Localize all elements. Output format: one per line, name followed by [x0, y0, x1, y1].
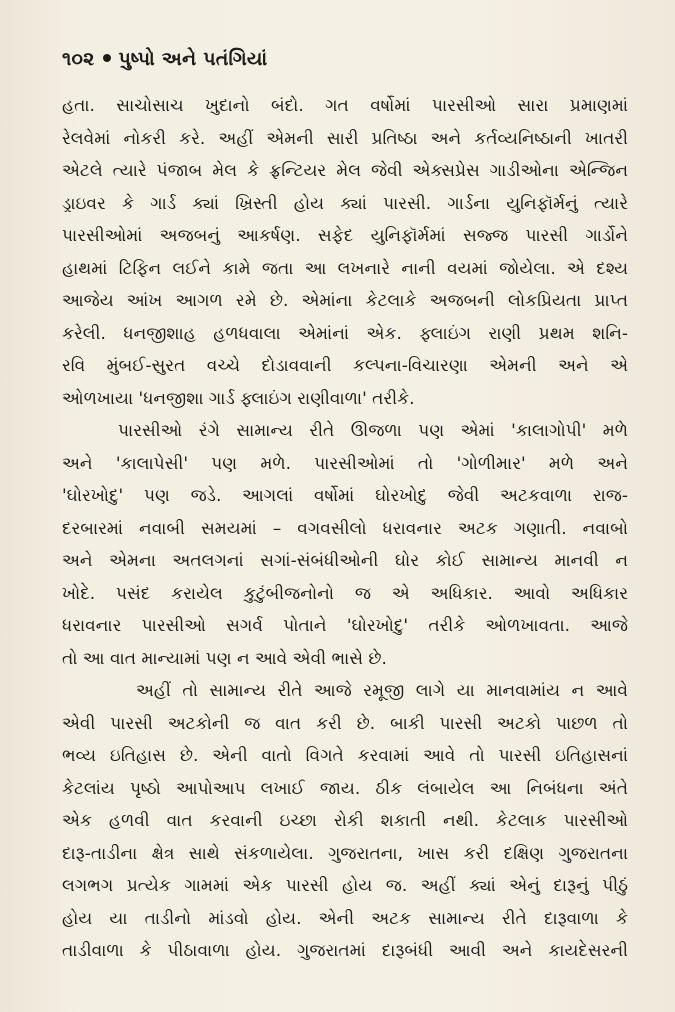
- bullet-dot-icon: [103, 54, 111, 62]
- paragraph-2: [62, 415, 628, 675]
- text-line: અને 'કાલાપેસી' પણ મળે. પારસીઓમાં તો 'ગોળીમાર' મળે અને: [62, 453, 628, 474]
- text-line: ખોદે. પસંદ કરાયેલ કુટુંબીજનોનો જ એ અધિકાર. આવો અધિકાર: [62, 583, 628, 604]
- book-title: પુષ્પો અને પતંગિયાં: [118, 48, 268, 70]
- text-line: રવિ મુંબઈ-સુરત વચ્ચે દોડાવવાની કલ્પના-વિચારણા એમની અને એ: [62, 356, 628, 376]
- text-line: એવી પારસી અટકોની જ વાત કરી છે. બાકી પારસી અટકો પાછળ તો: [62, 713, 628, 734]
- text-line: રેલવેમાં નોકરી કરે. અહીં એમની સારી પ્રતિષ્ઠા અને કર્તવ્યનિષ્ઠાની ખાતરી: [62, 128, 628, 149]
- paragraph-3: [62, 675, 628, 968]
- text-line: દારૂ-તાડીના ક્ષેત્ર સાથે સંકળાયેલા. ગુજરાતના, ખાસ કરી દક્ષિણ ગુજરાતના: [62, 843, 628, 864]
- text-line: ભવ્ય ઇતિહાસ છે. એની વાતો વિગતે કરવામાં આવે તો પારસી ઇતિહાસનાં: [62, 746, 628, 766]
- text-line: કરેલી. ધનજીશાહ હળધવાલા એમાંનાં એક. ફ્લાઇંગ રાણી પ્રથમ શનિ-: [62, 323, 628, 344]
- page-number: ૧૦૨: [62, 48, 95, 70]
- text-line: એક હળવી વાત કરવાની ઇચ્છા રોકી શકાતી નથી. કેટલાક પારસીઓ: [62, 811, 628, 831]
- text-line: તાડીવાળા કે પીઠાવાળા હોય. ગુજરાતમાં દારૂબંધી આવી અને કાયદેસરની: [62, 941, 628, 961]
- text-line: અહીં તો સામાન્ય રીતે આજે રમૂજી લાગે યા માનવામાંય ન આવે: [136, 681, 628, 701]
- text-line: ડ્રાઇવર કે ગાર્ડ ક્યાં ખ્રિસ્તી હોય ક્યાં પારસી. ગાર્ડના યુનિફૉર્મનું ત્યારે: [62, 193, 628, 214]
- text-line: હતા. સાચોસાચ ખુદાનો બંદો. ગત વર્ષોમાં પારસીઓ સારા પ્રમાણમાં: [62, 96, 628, 116]
- text-line: દરબારમાં નવાબી સમયમાં – વગવસીલો ધરાવનાર અટક ગણાતી. નવાબો: [62, 518, 628, 539]
- text-line: અને એમના અતલગનાં સગાં-સંબંધીઓની ઘોર કોઈ સામાન્ય માનવી ન: [62, 551, 628, 571]
- text-line: 'ઘોરખોદુ' પણ જડે. આગલાં વર્ષોમાં ઘોરખોદુ જેવી અટકવાળા રાજ-: [62, 486, 628, 506]
- page-header: [62, 48, 267, 70]
- text-line: પારસીઓમાં અજબનું આકર્ષણ. સફેદ યુનિફૉર્મમાં સજ્જ પારસી ગાર્ડોને: [62, 226, 628, 246]
- text-line: હોય યા તાડીનો માંડવો હોય. એની અટક સામાન્ય રીતે દારૂવાળા કે: [62, 908, 628, 929]
- text-line: હાથમાં ટિફિન લઈને કામે જતા આ લખનારે નાની વયમાં જોયેલા. એ દશ્ય: [62, 258, 628, 279]
- paragraph-1: [62, 90, 628, 415]
- page-body: [62, 90, 628, 968]
- text-line: પારસીઓ રંગે સામાન્ય રીતે ઊજળા પણ એમાં 'કાલાગોપી' મળે: [118, 421, 628, 441]
- text-line: લગભગ પ્રત્યેક ગામમાં એક પારસી હોય જ. અહીં ક્યાં એનું દારૂનું પીઠું: [62, 876, 628, 896]
- text-line: ઓળખાયા 'ધનજીશા ગાર્ડ ફ્લાઇંગ રાણીવાળા' તરીકે.: [62, 388, 415, 409]
- text-line: એટલે ત્યારે પંજાબ મેલ કે ફ્રન્ટિયર મેલ જેવી એક્સપ્રેસ ગાડીઓના એન્જિન: [62, 161, 628, 181]
- text-line: ધરાવનાર પારસીઓ સગર્વ પોતાને 'ઘોરખોદુ' તરીકે ઓળખાવતા. આજે: [62, 616, 628, 636]
- text-line: કેટલાંય પૃષ્ઠો આપોઆપ લખાઈ જાય. ઠીક લંબાયેલ આ નિબંધના અંતે: [62, 778, 628, 799]
- text-line: આજેય આંખ આગળ રમે છે. એમાંના કેટલાકે અજબની લોકપ્રિયતા પ્રાપ્ત: [62, 291, 628, 311]
- text-line: તો આ વાત માન્યામાં પણ ન આવે એવી ભાસે છે.: [62, 648, 387, 669]
